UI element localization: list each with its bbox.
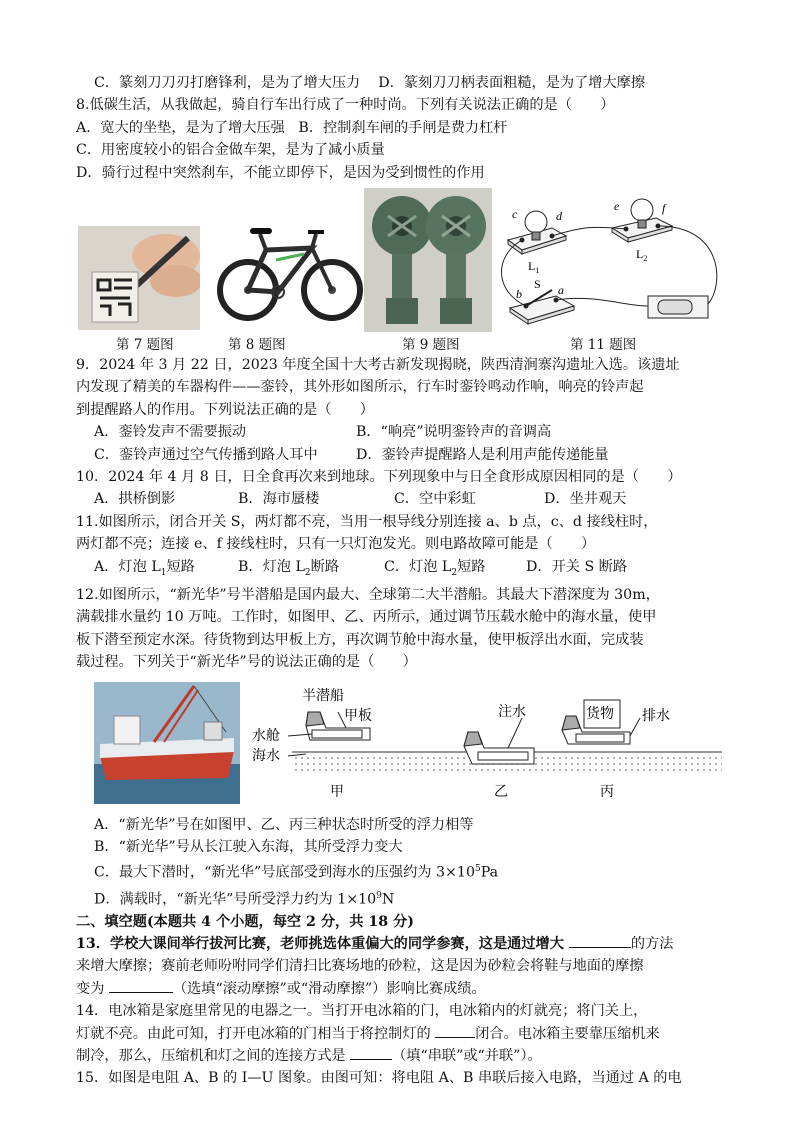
q10-stem: 10．2024 年 4 月 8 日，日全食再次来到地球。下列现象中与日全食形成原因相同的是（ ） <box>76 469 682 486</box>
label-f: f <box>662 201 666 216</box>
q12-option-a: A．“新光华”号在如图甲、乙、丙三种状态时所受的浮力相等 <box>94 816 474 833</box>
q13-line2: 来增大摩擦；赛前老师吩咐同学们清扫比赛场地的砂粒，这是因为砂粒会将鞋与地面的摩擦 <box>76 958 644 975</box>
q12-figures <box>76 682 724 812</box>
q11-options <box>76 556 724 584</box>
q9-line1: 9．2024 年 3 月 22 日，2023 年度全国十大考古新发现揭晓，陕西清涧寨沟遗址入选。该遗址 <box>76 357 680 374</box>
q12-option-d: D．满载时，“新光华”号所受浮力约为 $1\times 10^9N$ <box>94 890 395 908</box>
loading-process-diagram <box>246 684 722 812</box>
caption-fig7: 第 7 题图 <box>116 337 174 354</box>
q12-line2: 满载排水量约 10 万吨。工作时，如图甲、乙、丙所示，通过调节压载水舱中的海水量，使甲 <box>76 609 657 626</box>
q10-options <box>76 488 724 510</box>
q9-option-a: A．銮铃发声不需要振动 <box>94 424 247 441</box>
bronze-bells-photo <box>364 188 492 332</box>
caption-fig9: 第 9 题图 <box>402 337 460 354</box>
q14-line3: 制冷，那么，压缩机和灯之间的连接方式是 （填“串联”或“并联”）。 <box>76 1045 724 1067</box>
q9-options-ab <box>76 421 724 443</box>
q12-option-b: B．“新光华”号从长江驶入东海，其所受浮力变大 <box>94 838 403 855</box>
q11-line1: 11.如图所示，闭合开关 S，两灯都不亮，当用一根导线分别连接 a、b 点，c、d 接线柱时， <box>76 513 658 530</box>
label-seawater: 海水 <box>252 747 280 764</box>
q12-line4: 载过程。下列关于“新光华”号的说法正确的是（ ） <box>76 654 417 671</box>
q13-blank-1[interactable] <box>569 933 631 948</box>
label-L2: $L_2$ <box>636 247 648 264</box>
q11-line2: 两灯都不亮；连接 e、f 接线柱时，只有一只灯泡发光。则电路故障可能是（ ） <box>76 536 596 553</box>
label-deck: 甲板 <box>344 707 372 724</box>
q12-option-c: C．最大下潜时，“新光华”号底部受到海水的压强约为 $3\times 10^5Pa$ <box>94 864 499 882</box>
q11-option-d: D．开关 S 断路 <box>526 558 628 575</box>
label-semi-submersible: 半潜船 <box>302 687 344 704</box>
label-water-tank: 水舱 <box>252 727 280 744</box>
label-L1: $L_1$ <box>528 259 540 276</box>
q10-option-c: C．空中彩虹 <box>394 491 476 508</box>
semi-submersible-photo <box>94 682 240 804</box>
q10-option-a: A．拱桥倒影 <box>94 491 176 508</box>
section-title-fill-in: 二、填空题(本题共 4 个小题，每空 2 分，共 18 分) <box>76 913 414 930</box>
q8-option-a: A．宽大的坐垫，是为了增大压强 <box>76 119 285 136</box>
q9-option-c: C．銮铃声通过空气传播到路人耳中 <box>94 446 318 463</box>
q15-line1: 15．如图是电阻 A、B 的 I—U 图象。由图可知：将电阻 A、B 串联后接入电路，当通过 A 的电 <box>76 1070 682 1087</box>
label-cargo: 货物 <box>586 705 614 722</box>
q8-option-b: B．控制刹车闸的手闸是费力杠杆 <box>298 119 508 136</box>
label-e: e <box>614 199 620 214</box>
label-bing: 丙 <box>600 783 614 800</box>
q12-line3: 板下潜至预定水深。待货物到达甲板上方，再次调节舱中海水量，使甲板浮出水面，完成装 <box>76 631 644 648</box>
q9-line2: 内发现了精美的车器构件——銮铃，其外形如图所示，行车时銮铃鸣动作响，响亮的铃声起 <box>76 379 644 396</box>
q14-line2: 灯就不亮。由此可知，打开电冰箱的门相当于将控制灯的 闭合。电冰箱主要靠压缩机来 <box>76 1023 724 1045</box>
q9-option-b: B．“响亮”说明銮铃声的音调高 <box>356 424 552 441</box>
label-drain-water: 排水 <box>642 707 670 724</box>
exam-page <box>76 72 724 1090</box>
label-yi: 乙 <box>494 783 508 800</box>
q8-stem: 8.低碳生活，从我做起，骑自行车出行成了一种时尚。下列有关说法正确的是（ ） <box>76 97 615 114</box>
q11-option-a: A．灯泡 $L_1$短路 <box>94 558 195 578</box>
q9-option-d: D．銮铃声提醒路人是利用声能传递能量 <box>356 446 609 463</box>
q11-option-c: C．灯泡 $L_2$短路 <box>384 558 486 578</box>
circuit-diagram <box>494 196 722 336</box>
caption-fig11: 第 11 题图 <box>570 337 637 354</box>
q7-option-c: C．篆刻刀刀刃打磨锋利，是为了增大压力 <box>94 75 361 91</box>
q8-option-c: C．用密度较小的铝合金做车架，是为了减小质量 <box>76 142 385 159</box>
label-inject-water: 注水 <box>498 703 526 720</box>
label-c: c <box>512 207 518 222</box>
q13-line3: 变为 （选填“滚动摩擦”或“滑动摩擦”）影响比赛成绩。 <box>76 978 724 1000</box>
caption-fig8: 第 8 题图 <box>228 337 286 354</box>
q8-options-ab <box>76 117 724 139</box>
bicycle-photo <box>216 214 364 328</box>
q14-line1: 14．电冰箱是家庭里常见的电器之一。当打开电冰箱的门，电冰箱内的灯就亮；将门关上， <box>76 1003 648 1020</box>
q14-blank-2[interactable] <box>350 1045 392 1060</box>
q13-blank-2[interactable] <box>109 978 173 993</box>
figures-row <box>76 188 724 352</box>
q13-line1: 13．学校大课间举行拔河比赛，老师挑选体重偏大的同学参赛，这是通过增大 的方法 <box>76 933 724 955</box>
q10-option-d: D．坐井观天 <box>544 491 627 508</box>
q9-line3: 到提醒路人的作用。下列说法正确的是（ ） <box>76 401 374 418</box>
q11-option-b: B．灯泡 $L_2$断路 <box>238 558 340 578</box>
q10-option-b: B．海市蜃楼 <box>238 491 320 508</box>
q7-option-d: D．篆刻刀刀柄表面粗糙，是为了增大摩擦 <box>378 75 646 91</box>
label-a: a <box>558 283 564 298</box>
q12-line1: 12.如图所示，“新光华”号半潜船是国内最大、全球第二大半潜船。其最大下潜深度为 30m， <box>76 586 660 603</box>
label-S: S <box>534 277 541 292</box>
q14-blank-1[interactable] <box>435 1023 475 1038</box>
label-jia: 甲 <box>330 783 344 800</box>
q8-option-d: D．骑行过程中突然刹车，不能立即停下，是因为受到惯性的作用 <box>76 164 485 181</box>
q9-options-cd <box>76 444 724 466</box>
label-d: d <box>556 209 562 224</box>
seal-carving-photo <box>78 226 200 330</box>
label-b: b <box>516 287 522 302</box>
q7-options-cd <box>76 72 724 94</box>
